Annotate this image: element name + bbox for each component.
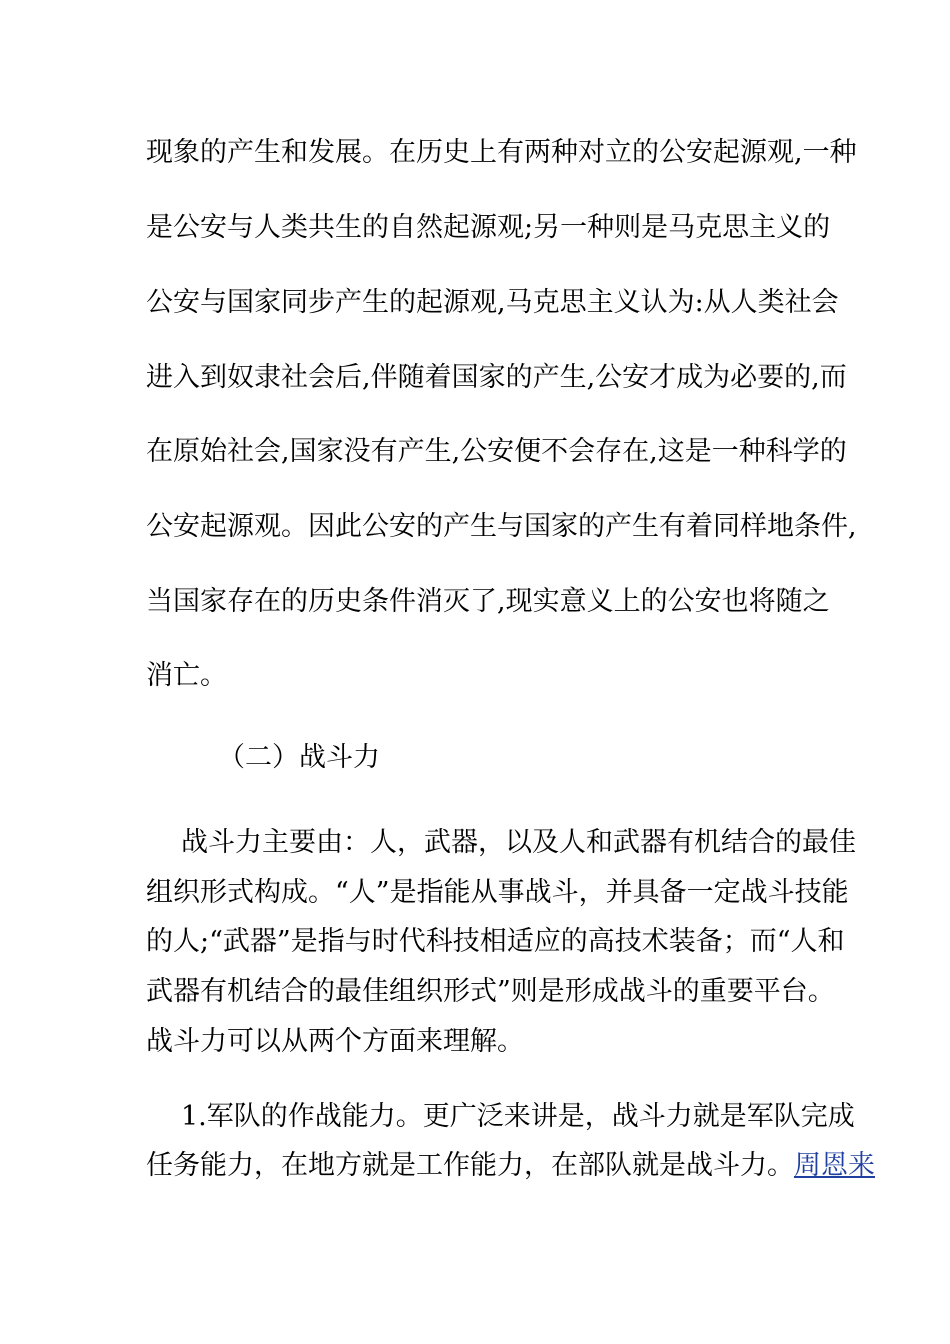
paragraph-line: 武器有机结合的最佳组织形式”则是形成战斗的重要平台。 [146,976,835,1007]
paragraph-line: 1.军队的作战能力。更广泛来讲是，战斗力就是军队完成 [181,1101,855,1132]
paragraph-line: 消亡。 [146,660,227,691]
paragraph-line: 现象的产生和发展。在历史上有两种对立的公安起源观,一种 [146,137,857,168]
paragraph-line: 公安与国家同步产生的起源观,马克思主义认为:从人类社会 [146,287,839,318]
paragraph-line: 进入到奴隶社会后,伴随着国家的产生,公安才成为必要的,而 [146,362,847,393]
paragraph-line: 组织形式构成。“人”是指能从事战斗，并具备一定战斗技能 [146,877,849,908]
paragraph-line-with-link [146,1146,875,1186]
paragraph-line: 公安起源观。因此公安的产生与国家的产生有着同样地条件, [146,511,857,542]
section-heading: （二）战斗力 [218,742,380,773]
paragraph-line: 当国家存在的历史条件消灭了,现实意义上的公安也将随之 [146,586,830,617]
paragraph-line: 战斗力主要由：人，武器，以及人和武器有机结合的最佳 [181,827,856,858]
paragraph-line: 是公安与人类共生的自然起源观;另一种则是马克思主义的 [146,212,831,243]
paragraph-line: 在原始社会,国家没有产生,公安便不会存在,这是一种科学的 [146,436,847,467]
paragraph-text: 任务能力，在地方就是工作能力，在部队就是战斗力。 [146,1150,794,1181]
zhou-enlai-link[interactable]: 周恩来 [794,1150,875,1181]
paragraph-line: 战斗力可以从两个方面来理解。 [146,1026,524,1057]
paragraph-line: 的人;“武器”是指与时代科技相适应的高技术装备；而“人和 [146,926,845,957]
